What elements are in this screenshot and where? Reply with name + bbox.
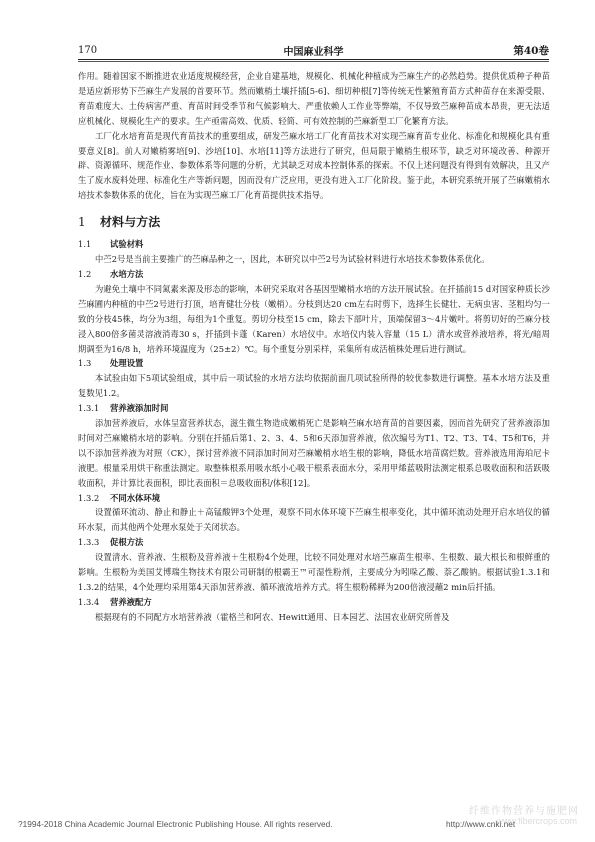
body-paragraph: 为避免土壤中不同氮素来源及形态的影响，本研究采取对各基因型嫩梢水培的方法开展试验。在扦插前15 d对国家种质长沙苎麻圃内种植的中苎2号进行打顶，培育健壮分枝（嫩梢）。分枝到达20 cm左右时剪下，选择生长健壮、无病虫害、茎粗均匀一致的分枝45株，均分为3组，每组为1个重复。剪切分枝至15 cm，除去下部叶片，顶端保留3～4片嫩叶。将剪切好的苎麻分枝浸入800倍多菌灵溶液消毒30 s，扦插到卡蓬（Karen）水培仪中。水培仪内装入容量（15 L）清水或营养液培养，将光/暗周期调至为16/8 h，培养环境温度为（25±2）℃。每个重复分别采样，采集所有成活植株处理后进行测试。 bbox=[78, 283, 550, 354]
volume-label: 第40卷 bbox=[513, 45, 549, 57]
subsection-heading bbox=[78, 237, 550, 252]
subsubsection-heading bbox=[78, 491, 550, 506]
header-rule-thin bbox=[78, 61, 549, 62]
intro-paragraph-2: 工厂化水培育苗是现代育苗技术的重要组成，研发苎麻水培工厂化育苗技术对实现苎麻育苗专业化、标准化和规模化具有重要意义[8]。前人对嫩梢雾培[9]、沙培[10]、水培[11]等方法进行了研究，但局限于嫩梢生根环节，缺乏对环境改善、种源开辟、资源循环、规范作业、参数体系等问题的分析，尤其缺乏对成本控制体系的探索。不仅上述问题没有得到有效解决，且又产生了废水废料处理、标准化生产等新问题，因而没有广泛应用，更没有进入工厂化阶段。鉴于此，本研究系统开展了苎麻嫩梢水培技术参数体系的优化，旨在为实现苎麻工厂化育苗提供技术指导。 bbox=[78, 130, 550, 201]
subsubsection-number: 1.3.1 bbox=[78, 403, 100, 414]
subsubsection-title: 促根方法 bbox=[110, 537, 144, 548]
subsection-title: 水培方法 bbox=[110, 268, 144, 279]
section-number: 1 bbox=[78, 215, 86, 230]
subsubsection-number: 1.3.3 bbox=[78, 537, 100, 548]
body-paragraph: 本试验由如下5项试验组成，其中后一项试验的水培方法均依据前面几项试验所得的较优参数进行调整。基本水培方法及重复数见1.2。 bbox=[78, 373, 550, 399]
subsection-heading bbox=[78, 356, 550, 371]
body-paragraph: 根据现有的不同配方水培营养液（霍格兰和阿农、Hewitt通用、日本园艺、法国农业研究所普及 bbox=[95, 611, 450, 622]
watermark-url: www.fibercrops.com bbox=[496, 816, 577, 826]
subsection-heading bbox=[78, 267, 550, 282]
running-header bbox=[78, 41, 549, 61]
subsubsection-heading bbox=[78, 595, 550, 610]
subsubsection-number: 1.3.2 bbox=[78, 492, 100, 503]
subsection-number: 1.2 bbox=[78, 268, 92, 279]
intro-paragraph-1: 作用。随着国家不断推进农业适度规模经营，企业自建基地，规模化、机械化种植成为苎麻生产的必然趋势。提供优质种子种苗是适应新形势下苎麻生产发展的首要环节。然而嫩梢土壤扦插[5-6]、细切种根[7]等传统无性繁殖育苗方式种苗存在来源受限、育苗难度大、土传病害严重、育苗时间受季节和气候影响大、严重依赖人工作业等弊端，不仅导致苎麻种苗成本昂贵，更无法适应机械化、规模化生产的要求。生产亟需高效、优质、轻简、可有效控制的苎麻新型工厂化繁育方法。 bbox=[78, 71, 550, 126]
body-paragraph: 设置循环流动、静止和静止＋高锰酸钾3个处理，观察不同水体环境下苎麻生根率变化，其中循环流动处理开启水培仪的循环水泵，而其他两个处理水泵处于关闭状态。 bbox=[78, 507, 550, 533]
subsubsection-heading bbox=[78, 535, 550, 550]
subsubsection-title: 营养液添加时间 bbox=[110, 403, 169, 414]
subsection-title: 试验材料 bbox=[110, 239, 144, 250]
subsection-number: 1.1 bbox=[78, 239, 92, 250]
journal-name: 中国麻业科学 bbox=[283, 47, 344, 58]
subsubsection-title: 营养液配方 bbox=[110, 596, 152, 607]
subsubsection-title: 不同水体环境 bbox=[110, 492, 161, 503]
section-title: 材料与方法 bbox=[100, 215, 161, 230]
watermark bbox=[455, 802, 579, 832]
copyright-notice: ?1994-2018 China Academic Journal Electronic Publishing House. All rights reserved. bbox=[18, 819, 333, 829]
subsubsection-heading bbox=[78, 401, 550, 416]
footer-link[interactable]: http://www.cnki.net bbox=[446, 819, 516, 829]
subsubsection-number: 1.3.4 bbox=[78, 596, 100, 607]
body-paragraph: 设置清水、营养液、生根粉及营养液＋生根粉4个处理，比较不同处理对水培苎麻苗生根率、生根数、最大根长和根鲜重的影响。生根粉为美国艾博瑞生物技术有限公司研制的根霸王™可湿性粉剂，主要成分为吲哚乙酸、萘乙酸钠。根据试验1.3.1和1.3.2的结果，4个处理均采用第4天添加营养液、循环液流培养方式。将生根粉稀释为200倍液浸蘸2 min后扦插。 bbox=[78, 552, 550, 592]
header-rule bbox=[78, 59, 549, 60]
page-number: 170 bbox=[78, 45, 98, 56]
body-paragraph: 添加营养液后，水体呈富营养状态，滋生微生物造成嫩梢死亡是影响苎麻水培育苗的首要因素，因而首先研究了营养液添加时间对苎麻嫩梢水培的影响。分别在扦插后第1、2、3、4、5和6天添加营养液，依次编号为T1、T2、T3、T4、T5和T6，并以不添加营养液为对照（CK），探讨营养液不同添加时间对苎麻嫩梢水培生根的影响，降低水培苗腐烂数。营养液选用海珀尼卡液肥。根量采用烘干称重法测定。取整株根系用吸水纸小心吸干根系表面水分，采用甲烯蓝吸附法测定根系总吸收面积和活跃吸收面积，并计算比表面积，即比表面积＝总吸收面积/体积[12]。 bbox=[78, 418, 550, 488]
article-body bbox=[78, 69, 550, 625]
subsection-title: 处理设置 bbox=[110, 358, 144, 369]
watermark-text: 纤维作物营养与施肥网 bbox=[469, 806, 579, 817]
body-paragraph: 中苎2号是当前主要推广的苎麻品种之一，因此，本研究以中苎2号为试验材料进行水培技术参数体系优化。 bbox=[95, 254, 490, 265]
section-heading bbox=[78, 213, 550, 231]
subsection-number: 1.3 bbox=[78, 358, 92, 369]
